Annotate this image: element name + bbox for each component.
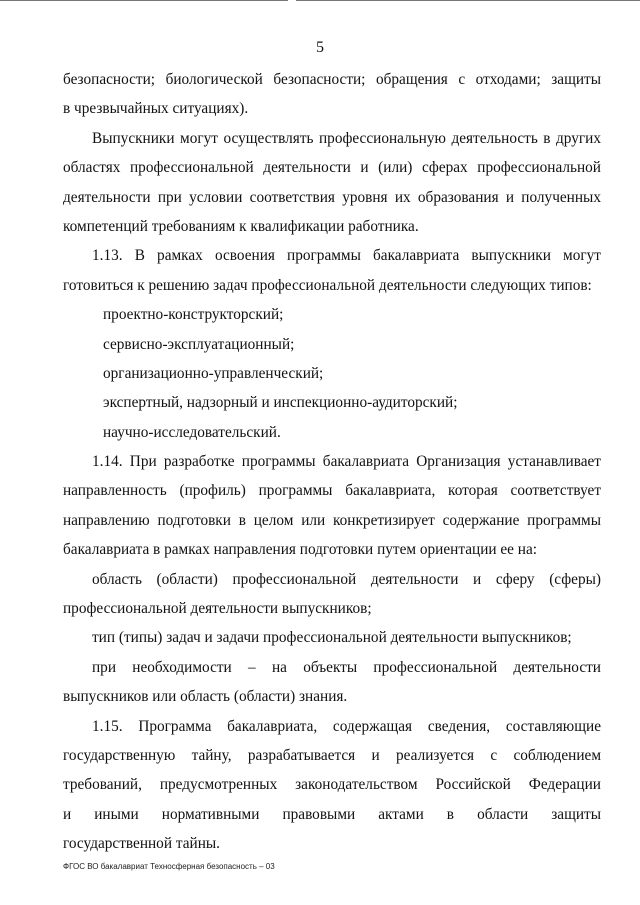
text-line: в чрезвычайных ситуациях).	[63, 100, 249, 118]
text-line: 1.15. Программа бакалавриата, содержащая сведения, составляющие	[92, 717, 601, 735]
text-line: выпускников или область (области) знания.	[63, 688, 348, 706]
text-line: область (области) профессиональной деятельности и сферу (сферы)	[92, 570, 601, 588]
text-line: при необходимости – на объекты профессиональной деятельности	[92, 658, 601, 676]
top-rule-right	[296, 0, 640, 1]
text-line: профессиональной деятельности выпускников;	[63, 600, 372, 618]
text-line: и иными нормативными правовыми актами в области защиты	[63, 805, 601, 823]
list-item: проектно-конструкторский;	[103, 306, 284, 324]
text-line: государственной тайны.	[63, 835, 220, 853]
text-line: 1.14. При разработке программы бакалавриата Организация устанавливает	[92, 453, 601, 471]
body-text	[63, 65, 601, 859]
list-item: организационно-управленческий;	[103, 364, 324, 382]
list-item: экспертный, надзорный и инспекционно-аудиторский;	[103, 394, 458, 412]
text-line: 1.13. В рамках освоения программы бакалавриата выпускники могут	[92, 247, 601, 265]
text-line: безопасности; биологической безопасности; обращения с отходами; защиты	[63, 71, 601, 88]
document-footer: ФГОС ВО бакалавриат Техносферная безопасность – 03	[63, 862, 275, 871]
list-item: научно-исследовательский.	[103, 423, 281, 441]
text-line: компетенций требованиям к квалификации работника.	[63, 217, 419, 235]
top-rule-left	[0, 0, 288, 1]
page-number: 5	[316, 39, 324, 56]
text-line: государственную тайну, разрабатывается и реализуется с соблюдением	[63, 746, 601, 764]
text-line: тип (типы) задач и задачи профессиональной деятельности выпускников;	[92, 629, 572, 647]
text-line: требований, предусмотренных законодательством Российской Федерации	[63, 776, 601, 794]
text-line: направлению подготовки в целом или конкретизирует содержание программы	[63, 511, 601, 529]
text-line: бакалавриата в рамках направления подготовки путем ориентации ее на:	[63, 541, 538, 559]
text-line: областях профессиональной деятельности и (или) сферах профессиональной	[63, 159, 601, 177]
text-line: деятельности при условии соответствия уровня их образования и полученных	[63, 188, 601, 206]
text-line: готовиться к решению задач профессиональной деятельности следующих типов:	[63, 276, 592, 294]
text-line: Выпускники могут осуществлять профессиональную деятельность в других	[92, 129, 601, 147]
text-line: направленность (профиль) программы бакалавриата, которая соответствует	[63, 482, 601, 500]
list-item: сервисно-эксплуатационный;	[103, 335, 295, 353]
